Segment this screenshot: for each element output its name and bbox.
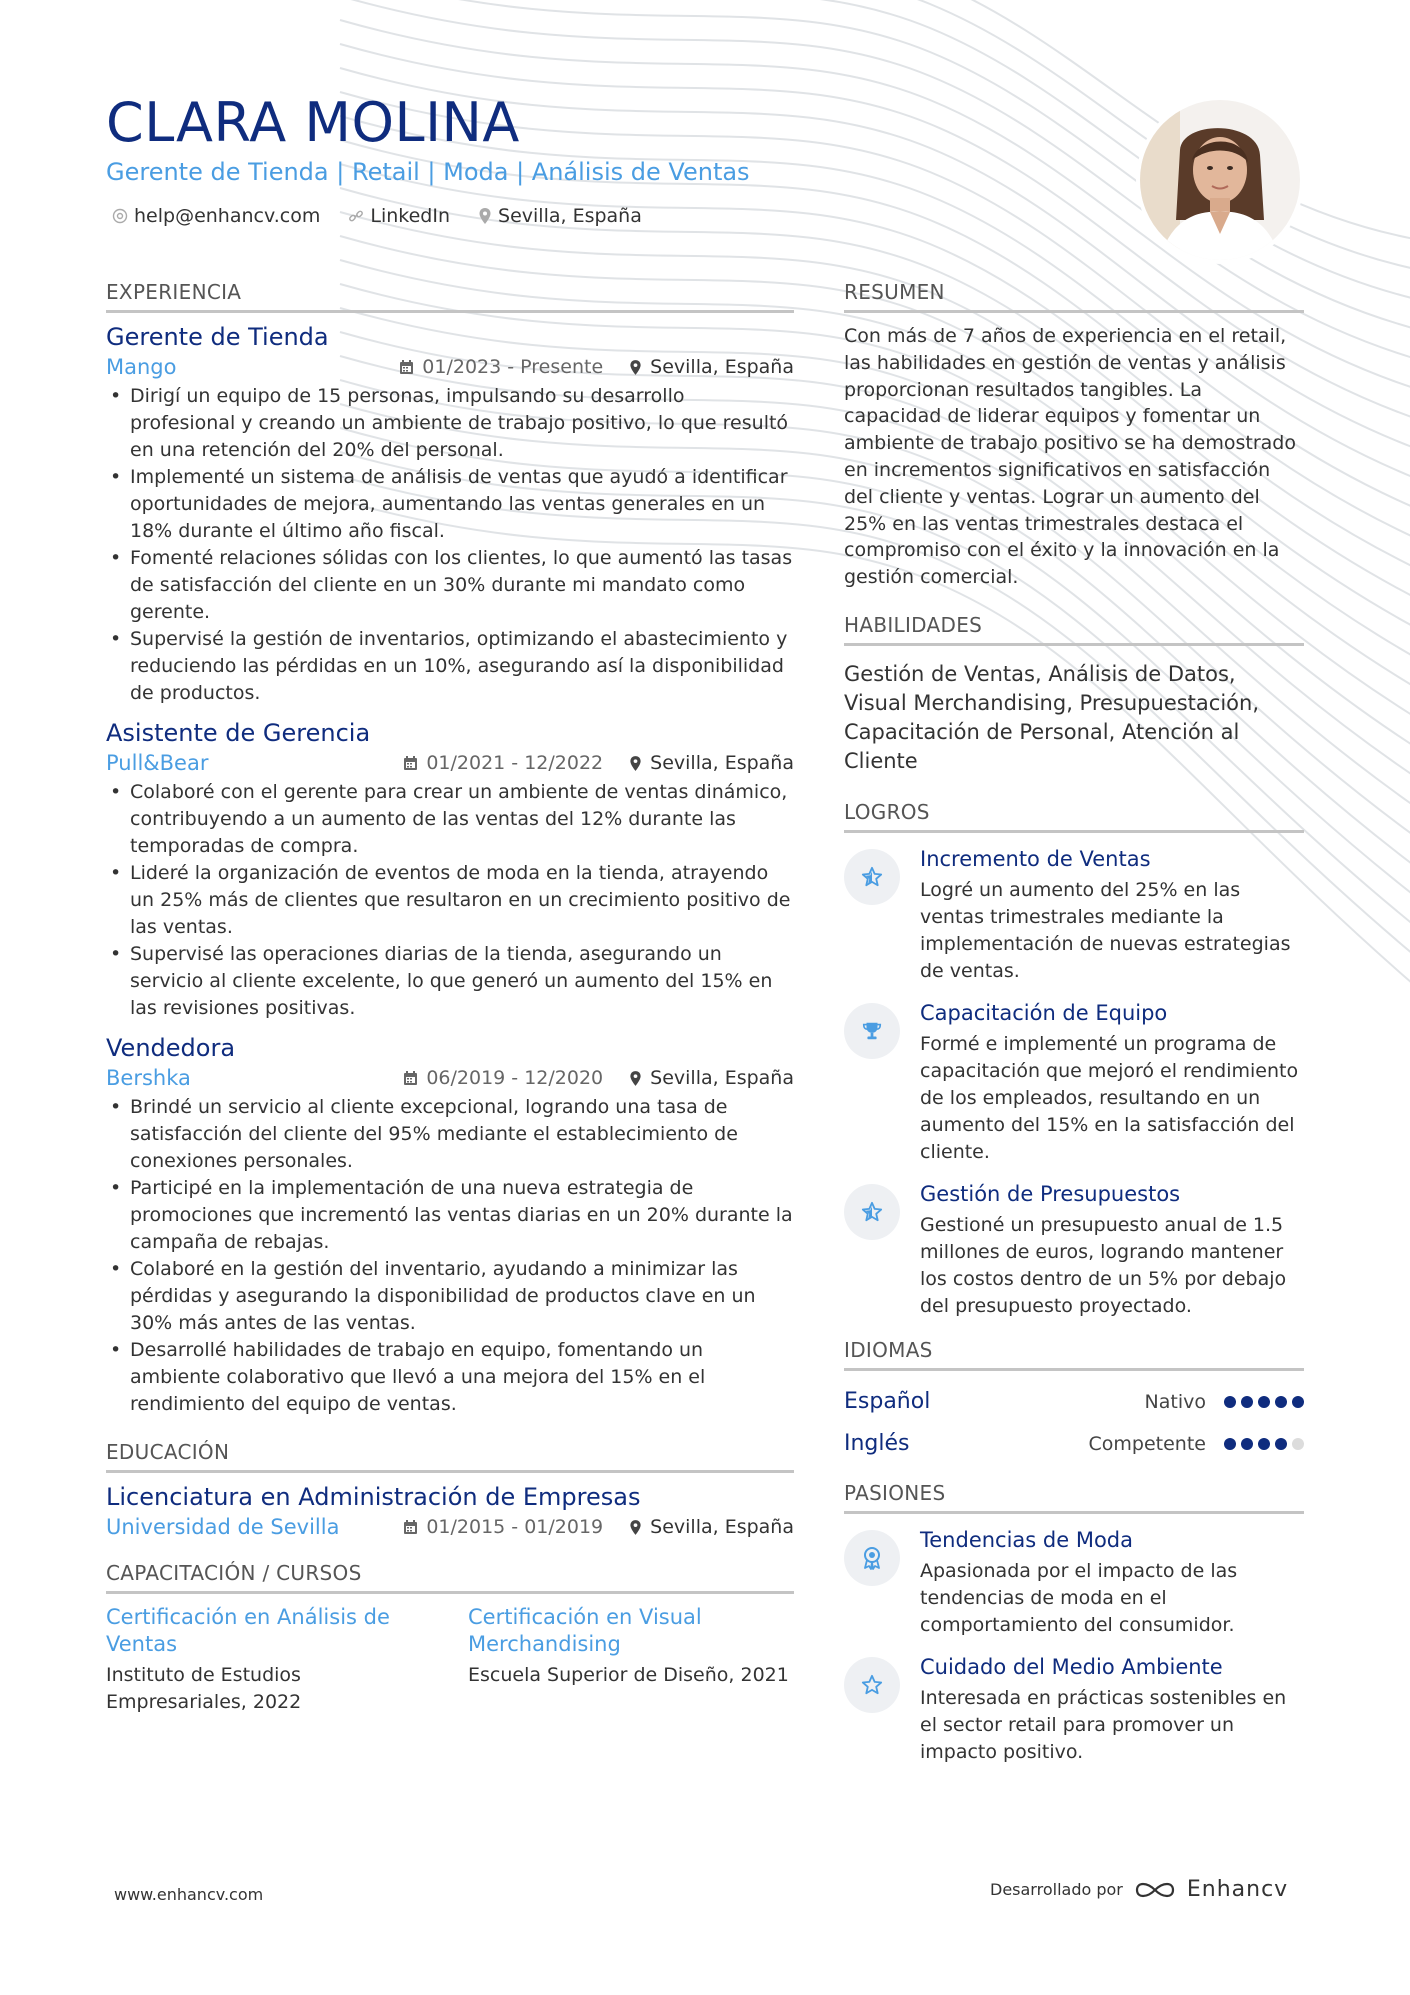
award-ribbon-icon — [844, 1530, 900, 1586]
left-column — [106, 280, 794, 1716]
location-pin-icon — [478, 207, 492, 225]
job-meta — [106, 751, 794, 775]
passion-desc: Apasionada por el impacto de las tendencias de moda en el comportamiento del consumidor. — [920, 1559, 1238, 1636]
job-title: Vendedora — [106, 1034, 236, 1062]
job-entry — [106, 323, 794, 707]
bullet-item: • Brindé un servicio al cliente excepcional, logrando una tasa de satisfacción del cliente del 95% mediante el establecimiento de conexiones personales. — [106, 1094, 794, 1175]
job-bullets — [106, 779, 794, 1022]
location-pin-icon — [629, 755, 642, 772]
experience-section-title: EXPERIENCIA — [106, 280, 794, 313]
rating-dot — [1241, 1396, 1253, 1408]
achievements-section-title: LOGROS — [844, 800, 1304, 833]
language-rating — [1224, 1396, 1304, 1408]
job-location: Sevilla, España — [650, 356, 794, 378]
education-meta — [106, 1515, 794, 1539]
job-bullets — [106, 1094, 794, 1418]
language-level: Nativo — [1144, 1390, 1206, 1413]
linkedin-text: LinkedIn — [370, 205, 451, 227]
course-name: Certificación en Visual Merchandising — [468, 1605, 702, 1656]
profile-photo — [1140, 100, 1300, 260]
bullet-item: • Supervisé la gestión de inventarios, optimizando el abastecimiento y reduciendo las pérdidas en un 10%, asegurando así la disponibilidad de productos. — [106, 626, 794, 707]
link-icon — [348, 208, 364, 224]
footer-branding — [990, 1877, 1288, 1902]
course-institution: Escuela Superior de Diseño, 2021 — [468, 1664, 789, 1686]
education-entry — [106, 1483, 794, 1539]
rating-dot — [1224, 1438, 1236, 1450]
passion-desc: Interesada en prácticas sostenibles en el sector retail para promover un impacto positivo. — [920, 1686, 1287, 1763]
job-location: Sevilla, España — [650, 1067, 794, 1089]
star-icon — [844, 1184, 900, 1240]
job-entry — [106, 719, 794, 1022]
candidate-headline: Gerente de Tienda | Retail | Moda | Análisis de Ventas — [106, 158, 750, 186]
language-item — [844, 1381, 1304, 1423]
language-level: Competente — [1088, 1432, 1206, 1455]
location-pin-icon — [629, 1070, 642, 1087]
summary-text: Con más de 7 años de experiencia en el retail, las habilidades en gestión de ventas y análisis proporcionan resultados tangibles. La capacidad de liderar equipos y fomentar un ambiente de trabajo positivo se ha demostrado en incrementos significativos en satisfacción del cliente y ventas. Lograr un aumento del 25% en las ventas trimestrales destaca el compromiso con el éxito y la innovación en la gestión comercial. — [844, 325, 1296, 589]
rating-dot — [1224, 1396, 1236, 1408]
achievement-desc: Formé e implementé un programa de capacitación que mejoró el rendimiento de los empleados, resultando en un aumento del 15% en la satisfacción del cliente. — [920, 1032, 1299, 1163]
passion-item — [844, 1526, 1304, 1639]
trophy-icon — [844, 1003, 900, 1059]
achievement-title: Incremento de Ventas — [920, 846, 1151, 871]
achievement-desc: Gestioné un presupuesto anual de 1.5 millones de euros, logrando mantener los costos dentro de un 5% por debajo del presupuesto proyectado. — [920, 1213, 1287, 1317]
job-title: Asistente de Gerencia — [106, 719, 371, 747]
course-name: Certificación en Análisis de Ventas — [106, 1605, 390, 1656]
education-section-title: EDUCACIÓN — [106, 1440, 794, 1473]
achievement-item — [844, 845, 1304, 985]
rating-dot — [1275, 1438, 1287, 1450]
bullet-item: • Supervisé las operaciones diarias de la tienda, asegurando un servicio al cliente excelente, lo que generó un aumento del 15% en las revisiones positivas. — [106, 941, 794, 1022]
education-location: Sevilla, España — [650, 1516, 794, 1538]
location-text: Sevilla, España — [498, 205, 642, 227]
achievements-list — [844, 845, 1304, 1320]
job-dates: 06/2019 - 12/2020 — [426, 1067, 604, 1089]
right-column — [844, 280, 1304, 1780]
bullet-item: • Lideré la organización de eventos de moda en la tienda, atrayendo un 25% más de clientes que resultaron en un crecimiento positivo de las ventas. — [106, 860, 794, 941]
rating-dot — [1275, 1396, 1287, 1408]
company-name: Bershka — [106, 1066, 191, 1090]
calendar-icon — [403, 1519, 418, 1535]
job-title: Gerente de Tienda — [106, 323, 329, 351]
enhancv-logo-icon — [1133, 1878, 1177, 1902]
language-item — [844, 1423, 1304, 1465]
achievement-item — [844, 1180, 1304, 1320]
bullet-item: • Desarrollé habilidades de trabajo en equipo, fomentando un ambiente colaborativo que llevó a una mejora del 15% en el rendimiento del equipo de ventas. — [106, 1337, 794, 1418]
company-name: Mango — [106, 355, 177, 379]
star-outline-icon — [844, 1657, 900, 1713]
passions-section-title: PASIONES — [844, 1481, 1304, 1514]
degree-title: Licenciatura en Administración de Empresas — [106, 1483, 641, 1511]
summary-section-title: RESUMEN — [844, 280, 1304, 313]
job-dates: 01/2021 - 12/2022 — [426, 752, 604, 774]
powered-by-text: Desarrollado por — [990, 1880, 1123, 1899]
job-meta — [106, 355, 794, 379]
job-entry — [106, 1034, 794, 1418]
contact-linkedin[interactable] — [348, 205, 450, 227]
language-name: Inglés — [844, 1431, 910, 1457]
bullet-item: • Colaboré en la gestión del inventario, ayudando a minimizar las pérdidas y asegurando la disponibilidad de productos clave en un 30% más antes de las ventas. — [106, 1256, 794, 1337]
skills-text: Gestión de Ventas, Análisis de Datos, Visual Merchandising, Presupuestación, Capacitación de Personal, Atención al Cliente — [844, 661, 1259, 773]
star-icon — [844, 849, 900, 905]
company-name: Pull&Bear — [106, 751, 209, 775]
footer-website[interactable]: www.enhancv.com — [114, 1885, 264, 1904]
achievement-desc: Logré un aumento del 25% en las ventas trimestrales mediante la implementación de nuevas estrategias de ventas. — [920, 878, 1291, 982]
bullet-item: • Participé en la implementación de una nueva estrategia de promociones que incrementó las ventas diarias en un 20% durante la campaña de rebajas. — [106, 1175, 794, 1256]
calendar-icon — [399, 359, 414, 375]
achievement-title: Capacitación de Equipo — [920, 1000, 1168, 1025]
languages-list — [844, 1381, 1304, 1465]
course-institution: Instituto de Estudios Empresariales, 2022 — [106, 1664, 302, 1713]
rating-dot — [1292, 1438, 1304, 1450]
achievement-item — [844, 999, 1304, 1166]
education-dates: 01/2015 - 01/2019 — [426, 1516, 604, 1538]
rating-dot — [1292, 1396, 1304, 1408]
at-icon — [112, 208, 128, 224]
contact-location — [478, 205, 642, 227]
bullet-item: • Implementé un sistema de análisis de ventas que ayudó a identificar oportunidades de mejora, aumentando las ventas generales en un 18% durante el último año fiscal. — [106, 464, 794, 545]
location-pin-icon — [629, 1519, 642, 1536]
job-meta — [106, 1066, 794, 1090]
job-bullets — [106, 383, 794, 707]
courses-list — [106, 1604, 794, 1716]
courses-section-title: CAPACITACIÓN / CURSOS — [106, 1561, 794, 1594]
bullet-item: • Fomenté relaciones sólidas con los clientes, lo que aumentó las tasas de satisfacción del cliente en un 30% durante mi mandato como gerente. — [106, 545, 794, 626]
calendar-icon — [403, 755, 418, 771]
passion-title: Tendencias de Moda — [920, 1527, 1134, 1552]
school-name: Universidad de Sevilla — [106, 1515, 340, 1539]
passion-item — [844, 1653, 1304, 1766]
passion-title: Cuidado del Medio Ambiente — [920, 1654, 1223, 1679]
job-location: Sevilla, España — [650, 752, 794, 774]
contact-bar — [112, 205, 642, 227]
candidate-name: CLARA MOLINA — [106, 91, 520, 154]
bullet-item: • Dirigí un equipo de 15 personas, impulsando su desarrollo profesional y creando un ambiente de trabajo positivo, lo que resultó en una retención del 20% del personal. — [106, 383, 794, 464]
language-rating — [1224, 1438, 1304, 1450]
job-dates: 01/2023 - Presente — [422, 356, 604, 378]
achievement-title: Gestión de Presupuestos — [920, 1181, 1181, 1206]
course-item — [106, 1604, 432, 1716]
rating-dot — [1241, 1438, 1253, 1450]
languages-section-title: IDIOMAS — [844, 1338, 1304, 1371]
email-text: help@enhancv.com — [134, 205, 321, 227]
calendar-icon — [403, 1070, 418, 1086]
bullet-item: • Colaboré con el gerente para crear un ambiente de ventas dinámico, contribuyendo a un aumento de las ventas del 12% durante las temporadas de compra. — [106, 779, 794, 860]
language-name: Español — [844, 1389, 931, 1415]
course-item — [468, 1604, 794, 1716]
skills-section-title: HABILIDADES — [844, 613, 1304, 646]
location-pin-icon — [629, 359, 642, 376]
rating-dot — [1258, 1438, 1270, 1450]
rating-dot — [1258, 1396, 1270, 1408]
brand-name: Enhancv — [1186, 1877, 1289, 1902]
passions-list — [844, 1526, 1304, 1766]
contact-email[interactable] — [112, 205, 320, 227]
